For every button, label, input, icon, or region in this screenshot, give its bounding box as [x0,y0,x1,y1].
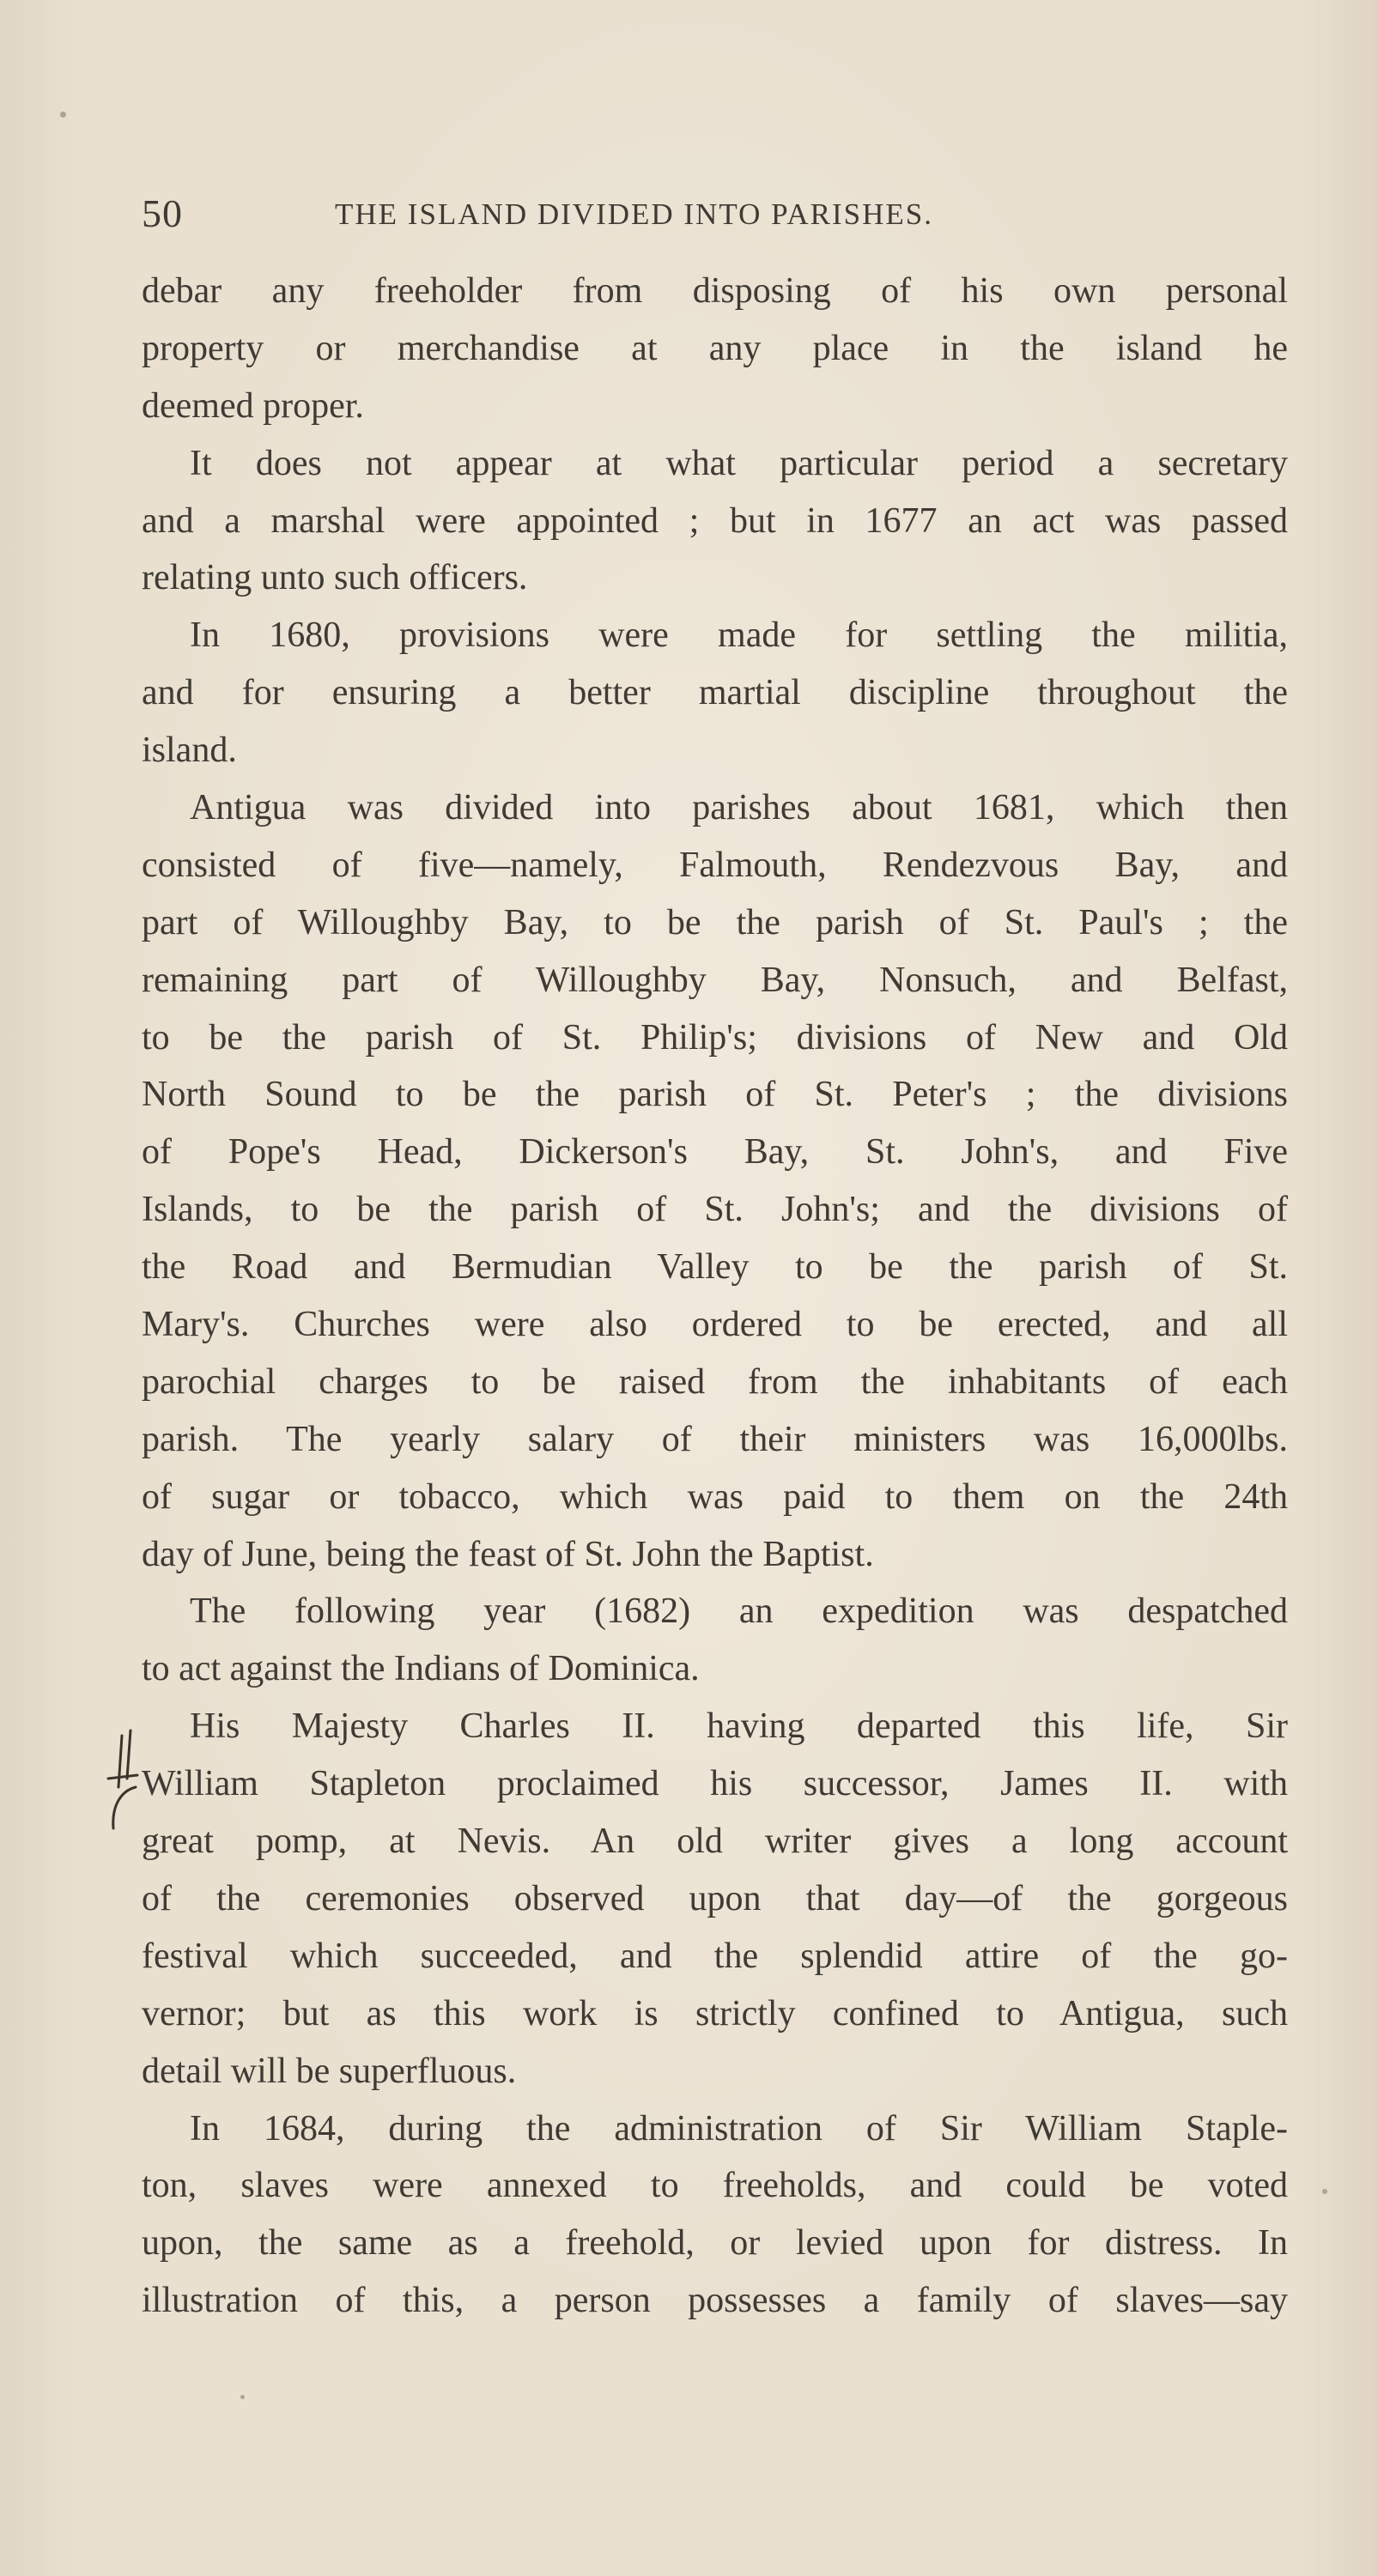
text-line: North Sound to be the parish of St. Peter's ; the divisions [142,1075,1288,1115]
text-line: consisted of five—namely, Falmouth, Rendezvous Bay, and [142,845,1288,885]
text-line: of Pope's Head, Dickerson's Bay, St. John's, and Five [142,1132,1288,1173]
text-line: Islands, to be the parish of St. John's; and the divisions of [142,1190,1288,1230]
text-line: It does not appear at what particular period a secretary [190,443,1288,483]
text-line: illustration of this, a person possesses a family of slaves—say [142,2281,1288,2321]
text-line: and a marshal were appointed ; but in 1677 an act was passed [142,500,1288,541]
text-line: the Road and Bermudian Valley to be the parish of St. [142,1247,1288,1288]
text-line: debar any freeholder from disposing of his own personal [142,271,1288,311]
text-line: to be the parish of St. Philip's; divisions of New and Old [142,1017,1288,1058]
paper-speck [1322,2189,1327,2194]
running-head [142,191,1292,242]
text-line: day of June, being the feast of St. John the Baptist. [142,1534,874,1574]
page-number: 50 [142,191,183,235]
text-line: In 1684, during the administration of Sir William Staple- [190,2108,1288,2149]
text-line: upon, the same as a freehold, or levied upon for distress. In [142,2223,1288,2264]
text-line: remaining part of Willoughby Bay, Nonsuch, and Belfast, [142,960,1288,1000]
text-line: vernor; but as this work is strictly confined to Antigua, such [142,1993,1288,2034]
text-line: of sugar or tobacco, which was paid to them on the 24th [142,1476,1288,1517]
body-text [142,263,1288,2330]
handwritten-margin-mark [96,1727,141,1830]
text-line: to act against the Indians of Dominica. [142,1649,700,1689]
text-line: property or merchandise at any place in the island he [142,328,1288,368]
text-line: The following year (1682) an expedition was despatched [190,1591,1288,1632]
text-line: In 1680, provisions were made for settling the militia, [190,615,1288,656]
text-line: Antigua was divided into parishes about 1681, which then [190,788,1288,828]
text-line: deemed proper. [142,385,364,426]
text-line: part of Willoughby Bay, to be the parish of St. Paul's ; the [142,902,1288,943]
paper-speck [60,112,66,118]
text-line: island. [142,730,237,771]
text-line: of the ceremonies observed upon that day—of the gorgeous [142,1878,1288,1918]
text-line: ton, slaves were annexed to freeholds, and could be voted [142,2166,1288,2206]
text-line: great pomp, at Nevis. An old writer gives a long account [142,1821,1288,1862]
chapter-title: THE ISLAND DIVIDED INTO PARISHES. [335,197,933,231]
text-line: relating unto such officers. [142,558,528,598]
text-line: William Stapleton proclaimed his successor, James II. with [142,1764,1288,1804]
text-line: festival which succeeded, and the splendid attire of the go- [142,1936,1288,1976]
paper-speck [240,2395,245,2399]
text-line: and for ensuring a better martial discipline throughout the [142,673,1288,713]
text-line: parish. The yearly salary of their ministers was 16,000lbs. [142,1419,1288,1459]
text-line: detail will be superfluous. [142,2051,517,2091]
text-line: parochial charges to be raised from the inhabitants of each [142,1361,1288,1402]
text-line: Mary's. Churches were also ordered to be erected, and all [142,1305,1288,1345]
text-line: His Majesty Charles II. having departed this life, Sir [190,1706,1288,1747]
